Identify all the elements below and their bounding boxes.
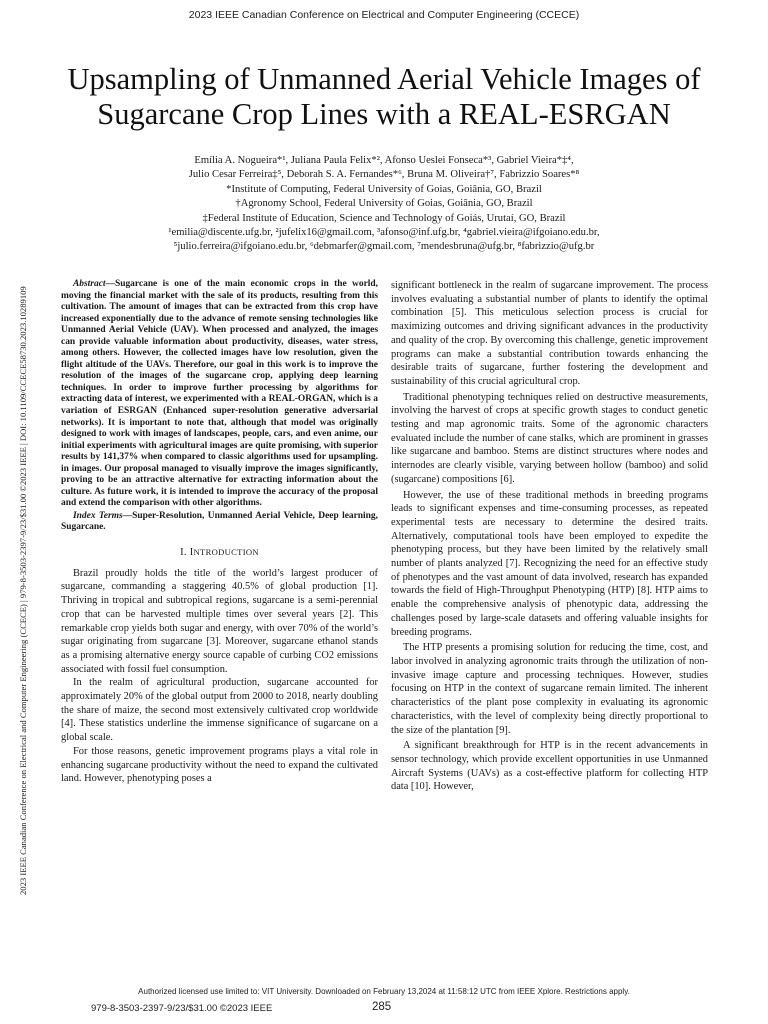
page-number: 285 xyxy=(372,1001,392,1013)
index-terms-label: Index Terms xyxy=(73,510,123,521)
paragraph: However, the use of these traditional methods in breeding programs leads to significant expenses and time-consuming processes, as repeated experimental tests are necessary to determine the desired traits. Alternatively, computational tools have been employed to expedite the phenotyping process, but they have been limited by the relatively small number of plants analyzed [7]. Recognizing the need for an effective study of phenotypes and the vast amount of data involved, research has expanded towards the field of High-Throughput Phenotyping (HTP) [8]. HTP aims to enable the comprehensive analysis of phenotypic data, addressing the challenges posed by large-scale datasets and offering valuable insights for breeding programs. xyxy=(391,489,708,638)
paragraph: Traditional phenotyping techniques relied on destructive measurements, involving the harvest of crops at specific growth stages to conduct genetic testing and map agronomic traits. Some of the agronomic characters evaluated include the number of cane stalks, which are prominent in grasses like sugarcane and bamboo. Stems are distinct structures where nodes and internodes are clearly visible, varying between hollow (bamboo) and solid (sugarcane) compositions [6]. xyxy=(391,391,708,485)
author-line-2: Julio Cesar Ferreira‡⁵, Deborah S. A. Fernandes*⁶, Bruna M. Oliveira†⁷, Fabrizzio Soares*⁸ xyxy=(188,169,580,181)
author-line-1: Emília A. Nogueira*¹, Juliana Paula Felix*², Afonso Ueslei Fonseca*³, Gabriel Vieira*‡⁴, xyxy=(194,155,574,166)
section-numeral: I. xyxy=(180,547,187,559)
left-column xyxy=(61,279,378,786)
isbn-footer: 979-8-3503-2397-9/23/$31.00 ©2023 IEEE xyxy=(91,1003,273,1014)
affiliation-2: †Agronomy School, Federal University of Goias, Goiânia, GO, Brazil xyxy=(235,198,533,210)
email-line-2: ⁵julio.ferreira@ifgoiano.edu.br, ⁶debmarfer@gmail.com, ⁷mendesbruna@ufg.br, ⁸fabrizzio@ufg.br xyxy=(173,241,595,253)
title-line-2: Sugarcane Crop Lines with a REAL-ESRGAN xyxy=(97,97,671,131)
index-terms xyxy=(61,511,378,534)
section-title-rest: NTRODUCTION xyxy=(193,547,259,558)
paragraph: A significant breakthrough for HTP is in the recent advancements in sensor technology, which provide excellent opportunities in use Unmanned Aircraft Systems (UAVs) as a cost-effective platform for collecting HTP data [10]. However, xyxy=(391,740,708,793)
affiliation-3: ‡Federal Institute of Education, Science and Technology of Goiás, Urutaí, GO, Brazil xyxy=(202,212,566,224)
index-terms-body: —Super-Resolution, Unmanned Aerial Vehicle, Deep learning, Sugarcane. xyxy=(61,510,378,533)
section-first-letter: I xyxy=(189,547,194,559)
affiliation-1: *Institute of Computing, Federal University of Goias, Goiânia, GO, Brazil xyxy=(226,183,542,195)
author-block xyxy=(60,154,708,255)
paragraph: For those reasons, genetic improvement programs plays a vital role in enhancing sugarcane productivity without the need to expand the cultivated land. However, phenotyping poses a xyxy=(61,745,378,785)
conference-header: 2023 IEEE Canadian Conference on Electrical and Computer Engineering (CCECE) xyxy=(188,9,580,21)
intro-body-left xyxy=(61,567,378,786)
paragraph: significant bottleneck in the realm of sugarcane improvement. The process involves evaluating a substantial number of plants to identify the optimal combination [5]. This meticulous selection process is crucial for maximizing outcomes and driving significant advances in the productivity and quality of the crop. By overcoming this challenge, genetic improvement programs can make a substantial contribution towards enhancing the desirable traits of sugarcane, further fostering the development and sustainability of this crucial agricultural crop. xyxy=(391,280,708,387)
abstract-text xyxy=(61,279,378,510)
paragraph: Brazil proudly holds the title of the world’s largest producer of sugarcane, commanding a staggering 40.5% of global production [1]. Thriving in tropical and subtropical regions, sugarcane is a semi-perennial crop that can be harvested multiple times over several years [2]. This remarkable crop yields both sugar and energy, with over 70% of the world’s sugar originating from sugarcane [3]. Moreover, sugarcane ethanol stands as a promising alternative energy source capable of curbing CO2 emissions associated with fossil fuel consumption. xyxy=(61,567,378,675)
section-heading-introduction xyxy=(61,546,378,560)
doi-side-note: 2023 IEEE Canadian Conference on Electrical and Computer Engineering (CCECE) | 979-8-3503-2397-9/23/$31.00 ©2023 IEEE | DOI: 10.1109/CCECE58730.2023.10289109 xyxy=(18,286,28,895)
email-line-1: ¹emilia@discente.ufg.br, ²jufelix16@gmail.com, ³afonso@inf.ufg.br, ⁴gabriel.vieira@ifgoiano.edu.br, xyxy=(168,227,600,239)
paragraph: The HTP presents a promising solution for reducing the time, cost, and labor involved in analyzing agronomic traits through the utilization of non-invasive image capture and processing techniques. However, studies focusing on HTP in the context of sugarcane remain limited. The inherent characteristics of the plant pose complexity in evaluating its agronomic characteristics, with the level of complexity being directly proportional to the size of the plantation [9]. xyxy=(391,642,708,736)
paper-title xyxy=(40,62,728,132)
title-line-1: Upsampling of Unmanned Aerial Vehicle Images of xyxy=(67,62,701,96)
license-footer: Authorized licensed use limited to: VIT University. Downloaded on February 13,2024 at 11:58:12 UTC from IEEE Xplore. Restrictions apply. xyxy=(138,987,630,996)
abstract-label: Abstract xyxy=(73,279,106,289)
abstract-body: —Sugarcane is one of the main economic crops in the world, moving the financial market with the sale of its products, resulting from this cultivation. The amount of images that can be extracted from this crop have increased exponentially due to the advance of remote sensing technologies like Unmanned Aerial Vehicle (UAV). When processed and analyzed, the images can provide valuable information about productivity, diseases, water stress, among others. However, the collected images have low resolution, given the flight altitude of the UAVs. Therefore, our goal in this work is to improve the resolution of the images of the sugarcane crop, applying deep learning techniques. In order to improve further processing by algorithms for extracting data of interest, we experimented with a REAL-ORGAN, which is a variation of ESRGAN (Enhanced super-resolution generative adversarial networks). It is important to note that, although that model was originally designed to work with images of landscapes, people, cars, and even anime, our initial experiments with agricultural images are quite promising, with superior results by 141,37% when compared to classic algorithms used for upsampling. in images. Our proposal managed to visually improve the images significantly, proving to be an attractive alternative for extracting information about the culture. As future work, it is intended to improve the accuracy of the proposal and extend the comparison with other algorithms. xyxy=(61,279,378,509)
right-column xyxy=(391,279,708,794)
abstract xyxy=(61,279,378,534)
paragraph: In the realm of agricultural production, sugarcane accounted for approximately 20% of the global output from 2000 to 2018, nearly doubling the share of maize, the second most extensively cultivated crop worldwide [4]. These statistics underline the immense significance of sugarcane on a global scale. xyxy=(61,677,378,744)
